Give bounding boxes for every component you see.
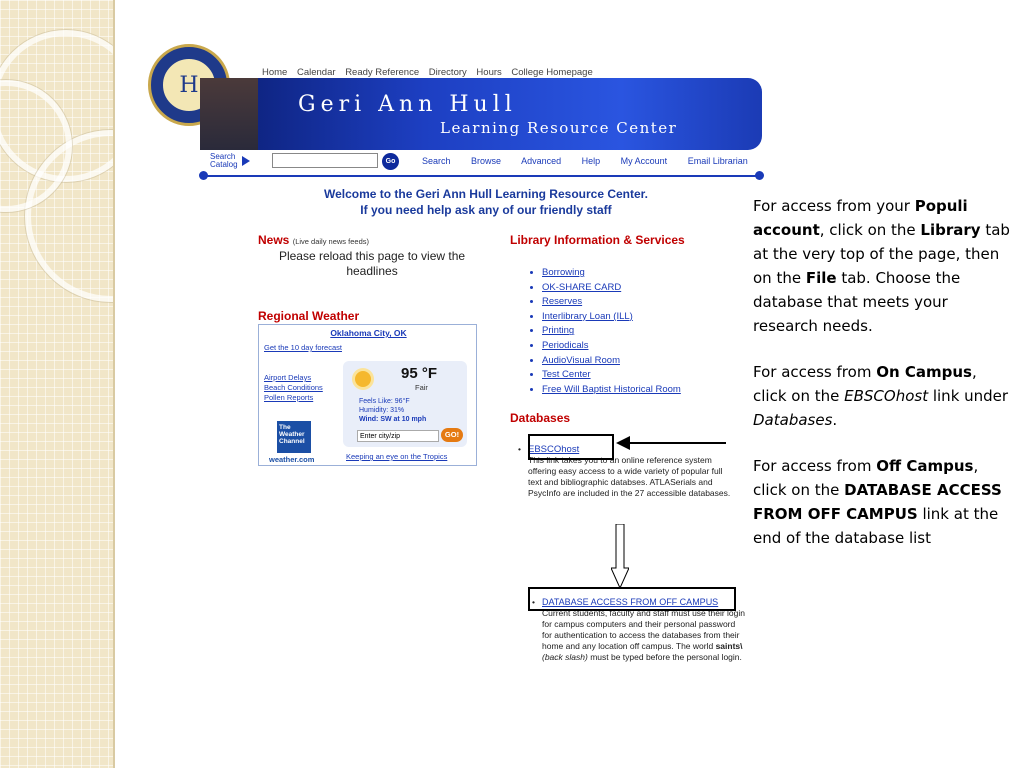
down-arrow-icon <box>611 524 629 588</box>
decorative-side-pattern <box>0 0 115 768</box>
condition-text: Fair <box>415 383 428 392</box>
service-link-printing[interactable]: • Printing <box>542 324 681 339</box>
top-navigation <box>262 67 600 78</box>
library-services-heading: Library Information & Services <box>510 233 685 247</box>
instruction-on-campus: For access from On Campus, click on the EBSCOhost link under Databases. <box>753 363 1009 429</box>
link-advanced[interactable]: Advanced <box>521 156 562 166</box>
weather-heading: Regional Weather <box>258 309 360 323</box>
search-catalog-label: Search Catalog <box>210 152 238 169</box>
link-browse[interactable]: Browse <box>471 156 502 166</box>
nav-calendar[interactable]: Calendar <box>296 67 336 78</box>
nav-ready-reference[interactable]: Ready Reference <box>345 67 420 78</box>
library-website-screenshot <box>148 40 768 740</box>
off-campus-highlight-box <box>528 587 736 611</box>
search-go-button[interactable]: Go <box>382 153 399 170</box>
service-link-test-center[interactable]: • Test Center <box>542 368 681 383</box>
banner-title: Geri Ann Hull <box>298 92 517 117</box>
link-my-account[interactable]: My Account <box>620 156 668 166</box>
ebscohost-highlight-box <box>528 434 614 460</box>
link-help[interactable]: Help <box>581 156 601 166</box>
service-link-borrowing[interactable]: • Borrowing <box>542 266 681 281</box>
weather-go-button[interactable]: GO! <box>441 428 463 442</box>
site-banner <box>200 78 762 150</box>
banner-subtitle: Learning Resource Center <box>440 119 678 137</box>
divider-dot <box>199 171 208 180</box>
news-message: Please reload this page to view the headlines <box>278 249 466 278</box>
nav-college-homepage[interactable]: College Homepage <box>511 67 593 78</box>
instruction-panel <box>753 194 1013 572</box>
library-services-list <box>528 266 681 397</box>
databases-heading: Databases <box>510 411 571 425</box>
news-heading: News (Live daily news feeds) <box>258 233 369 247</box>
service-link-ok-share-card[interactable]: • OK-SHARE CARD <box>542 281 681 296</box>
forecast-link[interactable]: Get the 10 day forecast <box>264 343 342 352</box>
sun-icon <box>355 371 371 387</box>
service-link-audiovisual-room[interactable]: • AudioVisual Room <box>542 354 681 369</box>
city-zip-input[interactable]: Enter city/zip <box>357 430 439 442</box>
ebscohost-link[interactable]: EBSCOhost <box>528 444 580 455</box>
weather-com-link[interactable]: weather.com <box>269 455 315 464</box>
header-divider <box>203 175 762 177</box>
weather-channel-logo[interactable]: The Weather Channel <box>277 421 311 453</box>
weather-city-link[interactable]: Oklahoma City, OK <box>330 328 407 338</box>
weather-details: Feels Like: 96°F Humidity: 31% Wind: SW at 10 mph <box>359 398 427 423</box>
weather-links <box>264 373 323 403</box>
catalog-links <box>422 156 766 166</box>
decorative-divider <box>113 0 115 768</box>
service-link-historical-room[interactable]: • Free Will Baptist Historical Room <box>542 383 681 398</box>
service-link-periodicals[interactable]: • Periodicals <box>542 339 681 354</box>
seal-emblem: H <box>161 57 217 113</box>
banner-photo <box>200 78 258 150</box>
nav-directory[interactable]: Directory <box>428 67 467 78</box>
link-search[interactable]: Search <box>422 156 451 166</box>
news-heading-note: (Live daily news feeds) <box>292 237 369 246</box>
bullet: • <box>532 597 535 607</box>
current-conditions-panel <box>343 361 467 447</box>
temperature: 95 °F <box>401 365 438 382</box>
instruction-off-campus: For access from Off Campus, click on the DATABASE ACCESS FROM OFF CAMPUS link at the end of the database list <box>753 457 1002 547</box>
instruction-populi: For access from your Populi account, click on the Library tab at the very top of the page, then on the File tab. Choose the database that meets your research needs. <box>753 197 1010 335</box>
beach-conditions-link[interactable]: Beach Conditions <box>264 383 323 392</box>
nav-hours[interactable]: Hours <box>476 67 502 78</box>
airport-delays-link[interactable]: Airport Delays <box>264 373 312 382</box>
pollen-reports-link[interactable]: Pollen Reports <box>264 393 314 402</box>
catalog-search-input[interactable] <box>272 153 378 168</box>
service-link-interlibrary-loan[interactable]: • Interlibrary Loan (ILL) <box>542 310 681 325</box>
off-campus-description: Current students, faculty and staff must use their login for campus computers and their personal password for authentication to access the databases from their home and any location off campus. The world saints\ (back slash) must be typed before the personal login. <box>542 608 746 662</box>
link-email-librarian[interactable]: Email Librarian <box>687 156 748 166</box>
weather-widget <box>258 324 477 466</box>
ebsco-description: This link takes you to an online reference system offering easy access to a wide variety of popular full text and bibliographic databses. ATLASerials and PsycInfo are included in the 27 accessible databases. <box>528 455 731 498</box>
catalog-search-bar <box>208 153 768 173</box>
play-arrow-icon <box>242 156 250 166</box>
service-link-reserves[interactable]: • Reserves <box>542 295 681 310</box>
divider-dot <box>755 171 764 180</box>
nav-home[interactable]: Home <box>262 67 288 78</box>
left-arrow-shaft <box>628 442 726 444</box>
tropics-link[interactable]: Keeping an eye on the Tropics <box>346 452 448 461</box>
welcome-message: Welcome to the Geri Ann Hull Learning Resource Center. If you need help ask any of our friendly staff <box>323 187 649 217</box>
bullet: • <box>518 444 521 454</box>
off-campus-access-link[interactable]: DATABASE ACCESS FROM OFF CAMPUS <box>542 597 719 607</box>
